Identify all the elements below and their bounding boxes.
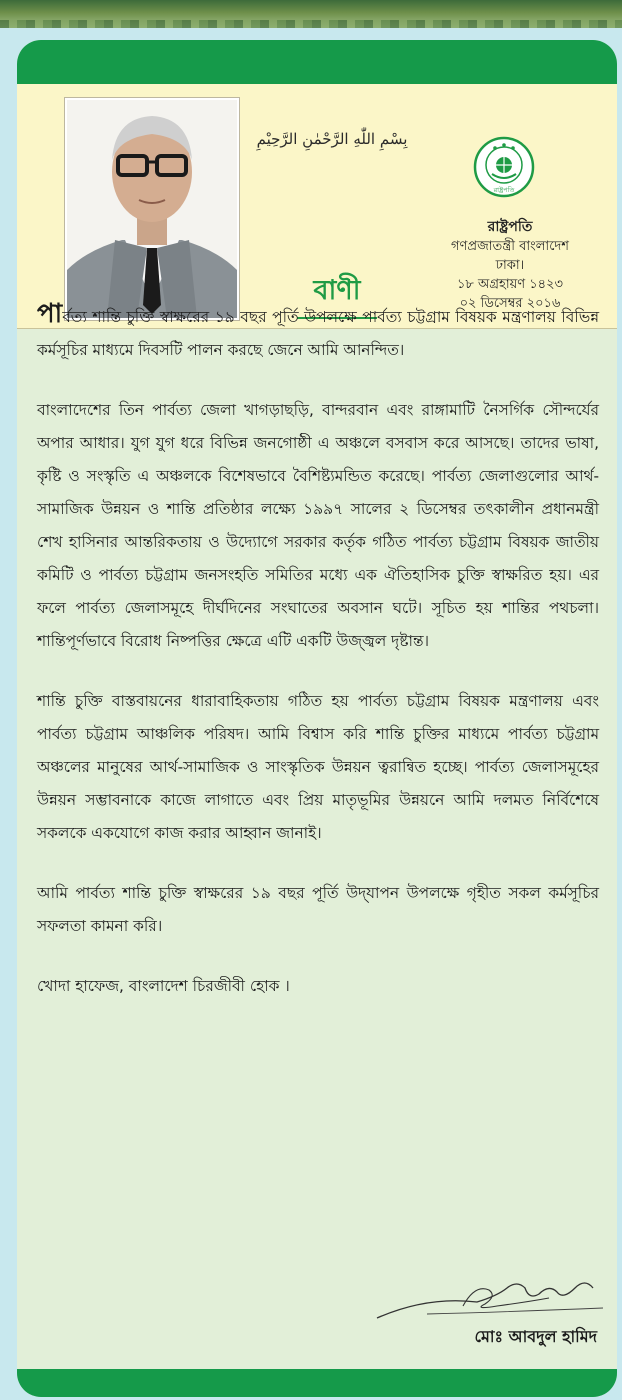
footer-green-band bbox=[17, 1369, 617, 1397]
message-header bbox=[17, 84, 617, 329]
header-green-band bbox=[17, 40, 617, 84]
office-country: গণপ্রজাতন্ত্রী বাংলাদেশ bbox=[451, 239, 569, 254]
dropcap: পা bbox=[37, 299, 63, 329]
paragraph-1-text: র্বত্য শান্তি চুক্তি স্বাক্ষরের ১৯ বছর পূর্তি উপলক্ষে পার্বত্য চট্টগ্রাম বিষয়ক মন্ত্রণালয় বিভিন্ন কর্মসূচির মাধ্যমে দিবসটি পালন করছে জেনে আমি আনন্দিত। bbox=[37, 308, 599, 359]
paragraph-5: খোদা হাফেজ, বাংলাদেশ চিরজীবী হোক । bbox=[37, 977, 290, 995]
bismillah-calligraphy: بِسْمِ اللّٰهِ الرَّحْمٰنِ الرَّحِيْمِ bbox=[256, 130, 408, 148]
paragraph-2: বাংলাদেশের তিন পার্বত্য জেলা খাগড়াছড়ি, বান্দরবান এবং রাঙ্গামাটি নৈসর্গিক সৌন্দর্যের অপার আধার। যুগ যুগ ধরে বিভিন্ন জনগোষ্ঠী এ অঞ্চলে বসবাস করে আসছে। তাদের ভাষা, কৃষ্টি ও সংস্কৃতি এ অঞ্চলকে বিশেষভাবে বৈশিষ্ট্যমন্ডিত করেছে। পার্বত্য জেলাগুলোর আর্থ-সামাজিক উন্নয়ন ও শান্তি প্রতিষ্ঠার লক্ষ্যে ১৯৯৭ সালের ২ ডিসেম্বর তৎকালীন প্রধানমন্ত্রী শেখ হাসিনার আন্তরিকতায় ও উদ্যোগে সরকার কর্তৃক গঠিত পার্বত্য চট্টগ্রাম বিষয়ক জাতীয় কমিটি ও পার্বত্য চট্টগ্রাম জনসংহতি সমিতির মধ্যে এক ঐতিহাসিক চুক্তি স্বাক্ষরিত হয়। এর ফলে পার্বত্য জেলাসমূহে দীর্ঘদিনের সংঘাতের অবসান ঘটে। সূচিত হয় শান্তির পথচলা। শান্তিপূর্ণভাবে বিরোধ নিষ্পত্তির ক্ষেত্রে এটি একটি উজ্জ্বল দৃষ্টান্ত। bbox=[37, 401, 599, 650]
signer-name: মোঃ আবদুল হামিদ bbox=[474, 1327, 597, 1346]
handwritten-signature bbox=[367, 1266, 607, 1326]
top-foliage-strip bbox=[0, 0, 622, 28]
message-card bbox=[17, 40, 617, 1397]
paragraph-4: আমি পার্বত্য শান্তি চুক্তি স্বাক্ষরের ১৯ বছর পূর্তি উদ্‌যাপন উপলক্ষে গৃহীত সকল কর্মসূচির সফলতা কামনা করি। bbox=[37, 884, 599, 935]
message-body bbox=[37, 298, 599, 1030]
seal-text: রাষ্ট্রপতি bbox=[493, 186, 515, 194]
office-title: রাষ্ট্রপতি bbox=[487, 219, 533, 235]
date-gregorian: ০২ ডিসেম্বর ২০১৬ bbox=[459, 296, 561, 311]
message-title: বাণী bbox=[297, 270, 377, 319]
office-city: ঢাকা। bbox=[495, 258, 525, 273]
paragraph-3: শান্তি চুক্তি বাস্তবায়নের ধারাবাহিকতায় গঠিত হয় পার্বত্য চট্টগ্রাম বিষয়ক মন্ত্রণালয় এবং পার্বত্য চট্টগ্রাম আঞ্চলিক পরিষদ। আমি বিশ্বাস করি শান্তি চুক্তির মাধ্যমে পার্বত্য চট্টগ্রাম অঞ্চলের মানুষের আর্থ-সামাজিক ও সাংস্কৃতিক উন্নয়ন ত্বরান্বিত হচ্ছে। পার্বত্য জেলাসমূহের উন্নয়ন সম্ভাবনাকে কাজে লাগাতে এবং প্রিয় মাতৃভূমির উন্নয়নে আমি দলমত নির্বিশেষে সকলকে একযোগে কাজ করার আহ্বান জানাই। bbox=[37, 692, 599, 842]
presidential-seal-icon bbox=[473, 136, 535, 198]
president-portrait bbox=[65, 98, 239, 320]
portrait-image bbox=[67, 100, 237, 318]
paragraph-1 bbox=[37, 298, 599, 367]
date-bangla: ১৮ অগ্রহায়ণ ১৪২৩ bbox=[456, 277, 564, 292]
